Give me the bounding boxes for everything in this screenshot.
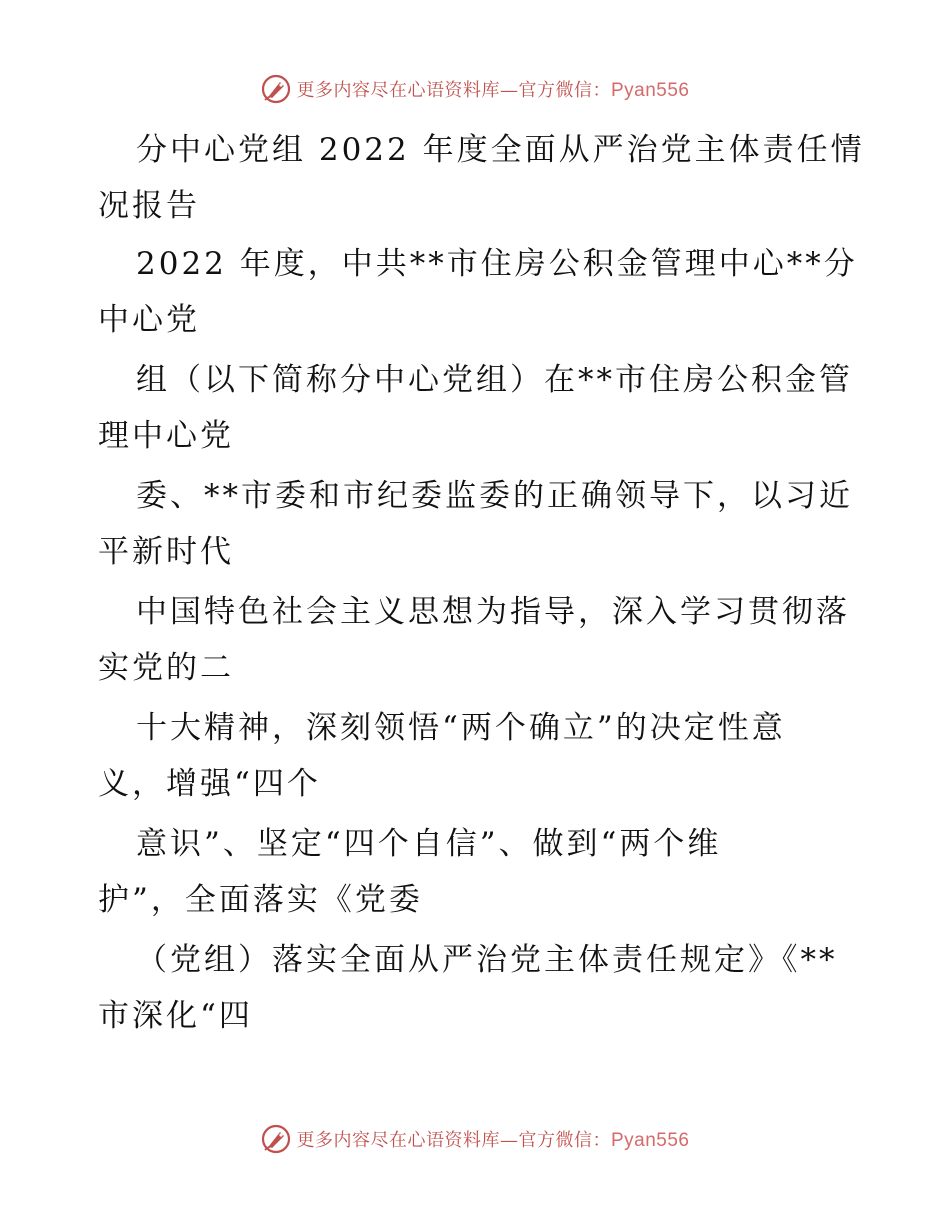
paragraph-line: 意识”、坚定“四个自信”、做到“两个维 [136, 826, 722, 862]
paragraph-line: 中心党 [98, 302, 200, 338]
paragraph-line: 平新时代 [98, 534, 234, 570]
doc-title-line-2: 况报告 [98, 188, 200, 224]
doc-title-line-1: 分中心党组 2022 年度全面从严治党主体责任情 [136, 132, 865, 168]
watermark-text: 更多内容尽在心语资料库—官方微信：Pyan556 [296, 1130, 690, 1151]
paragraph-line: 委、**市委和市纪委监委的正确领导下，以习近 [136, 478, 853, 514]
paragraph-line: 理中心党 [98, 418, 234, 454]
pen-nib-logo-icon [260, 1123, 292, 1155]
footer-watermark [0, 1122, 950, 1156]
watermark-text: 更多内容尽在心语资料库—官方微信：Pyan556 [296, 80, 690, 101]
paragraph-line: 组（以下简称分中心党组）在**市住房公积金管 [136, 362, 853, 398]
paragraph-line: （党组）落实全面从严治党主体责任规定》《** [136, 942, 838, 978]
paragraph-line: 市深化“四 [98, 998, 253, 1034]
header-watermark [0, 72, 950, 106]
paragraph-line: 义，增强“四个 [98, 766, 321, 802]
paragraph-line: 护”，全面落实《党委 [98, 882, 423, 918]
paragraph-line: 中国特色社会主义思想为指导，深入学习贯彻落 [136, 594, 850, 630]
paragraph-line: 十大精神，深刻领悟“两个确立”的决定性意 [136, 710, 786, 746]
pen-nib-logo-icon [260, 73, 292, 105]
watermark-id: Pyan556 [610, 1130, 690, 1151]
paragraph-line: 2022 年度，中共**市住房公积金管理中心**分 [136, 246, 858, 282]
paragraph-line: 实党的二 [98, 650, 234, 686]
watermark-id: Pyan556 [610, 80, 690, 101]
